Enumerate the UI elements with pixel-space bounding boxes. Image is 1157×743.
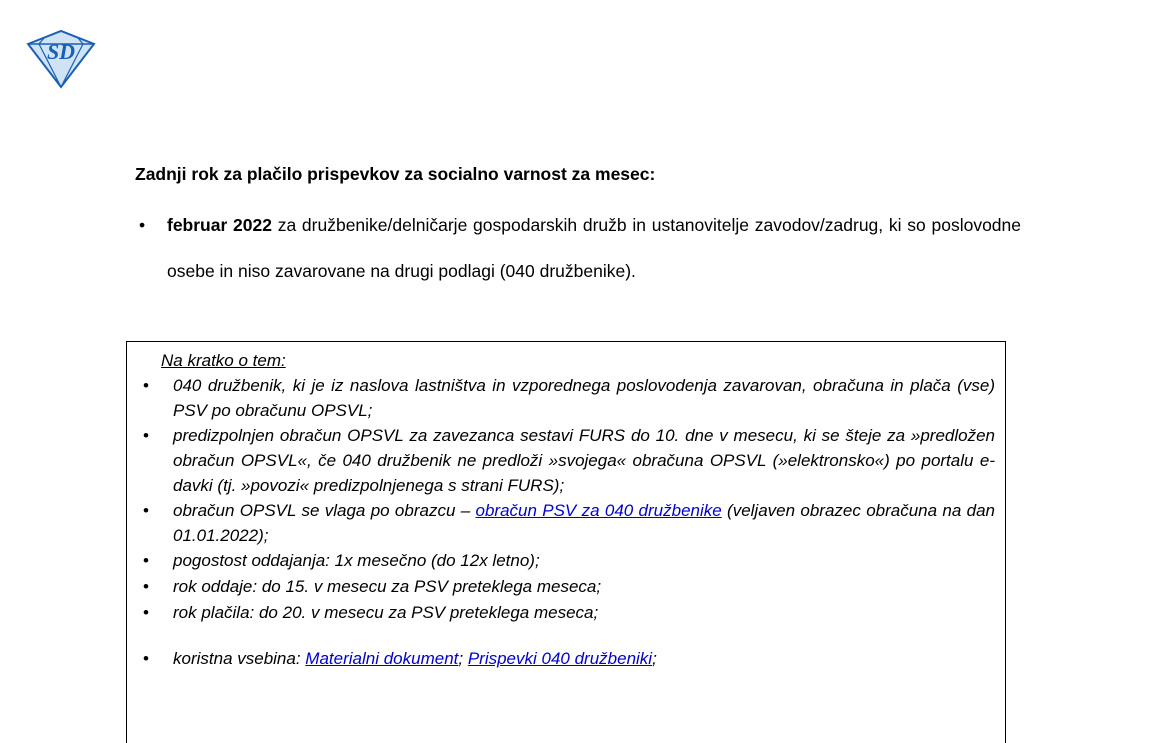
list-item-text-suffix: (veljaven obrazec obračuna na dan 01.01.2022); bbox=[173, 501, 995, 545]
list-item-text-prefix: koristna vsebina: bbox=[173, 649, 306, 669]
deadline-list bbox=[135, 203, 1021, 294]
summary-box-title: Na kratko o tem: bbox=[161, 351, 286, 370]
bullet-icon: • bbox=[143, 577, 149, 597]
list-item-text: rok oddaje: do 15. v mesecu za PSV preteklega meseca; bbox=[173, 577, 602, 597]
list-item bbox=[137, 374, 995, 423]
bullet-icon: • bbox=[143, 602, 149, 622]
list-item-text-suffix: ; bbox=[652, 649, 657, 669]
list-item bbox=[137, 424, 995, 498]
bullet-icon: • bbox=[143, 649, 149, 669]
link-prispevki-040-druzbeniki[interactable]: Prispevki 040 družbeniki bbox=[467, 649, 653, 669]
list-item bbox=[137, 499, 995, 548]
list-item-text: 040 družbenik, ki je iz naslova lastništva in vzporednega poslovodenja zavarovan, obračuna in plača (vse) PSV po obračunu OPSVL; bbox=[173, 375, 995, 420]
page-title: Zadnji rok za plačilo prispevkov za socialno varnost za mesec: bbox=[135, 164, 656, 184]
summary-box bbox=[126, 341, 1006, 743]
list-item bbox=[137, 601, 995, 626]
link-materialni-dokument[interactable]: Materialni dokument bbox=[305, 649, 459, 669]
list-item bbox=[137, 549, 995, 574]
list-item-text: predizpolnjen obračun OPSVL za zavezanca sestavi FURS do 10. dne v mesecu, ki se šteje za »predložen obračun OPSVL«, če 040 družbenik ne predloži »svojega« obračuna OPSVL (»elektronsko«) po portalu e-davki (tj. »povozi« predizpolnjenega s strani FURS); bbox=[173, 426, 995, 495]
deadline-text: za družbenike/delničarje gospodarskih družb in ustanovitelje zavodov/zadrug, ki so poslovodne osebe in niso zavarovane na drugi podlagi (040 družbenike). bbox=[167, 215, 1021, 281]
bullet-icon: • bbox=[139, 215, 146, 235]
bullet-icon: • bbox=[143, 501, 149, 521]
bullet-icon: • bbox=[143, 375, 149, 395]
list-item-text-mid: ; bbox=[458, 649, 468, 669]
bullet-icon: • bbox=[143, 426, 149, 446]
list-item bbox=[135, 203, 1021, 294]
link-obracun-psv-040[interactable]: obračun PSV za 040 družbenike bbox=[475, 501, 722, 521]
bullet-icon: • bbox=[143, 551, 149, 571]
list-item-text: rok plačila: do 20. v mesecu za PSV preteklega meseca; bbox=[173, 602, 599, 622]
summary-list bbox=[137, 374, 995, 672]
sd-logo bbox=[22, 28, 100, 90]
list-item bbox=[137, 575, 995, 600]
deadline-month: februar 2022 bbox=[167, 215, 272, 235]
list-item-text-prefix: obračun OPSVL se vlaga po obrazcu – bbox=[173, 501, 476, 521]
list-item-text: pogostost oddajanja: 1x mesečno (do 12x letno); bbox=[173, 551, 540, 571]
list-item bbox=[137, 647, 995, 672]
svg-text:SD: SD bbox=[46, 39, 76, 64]
